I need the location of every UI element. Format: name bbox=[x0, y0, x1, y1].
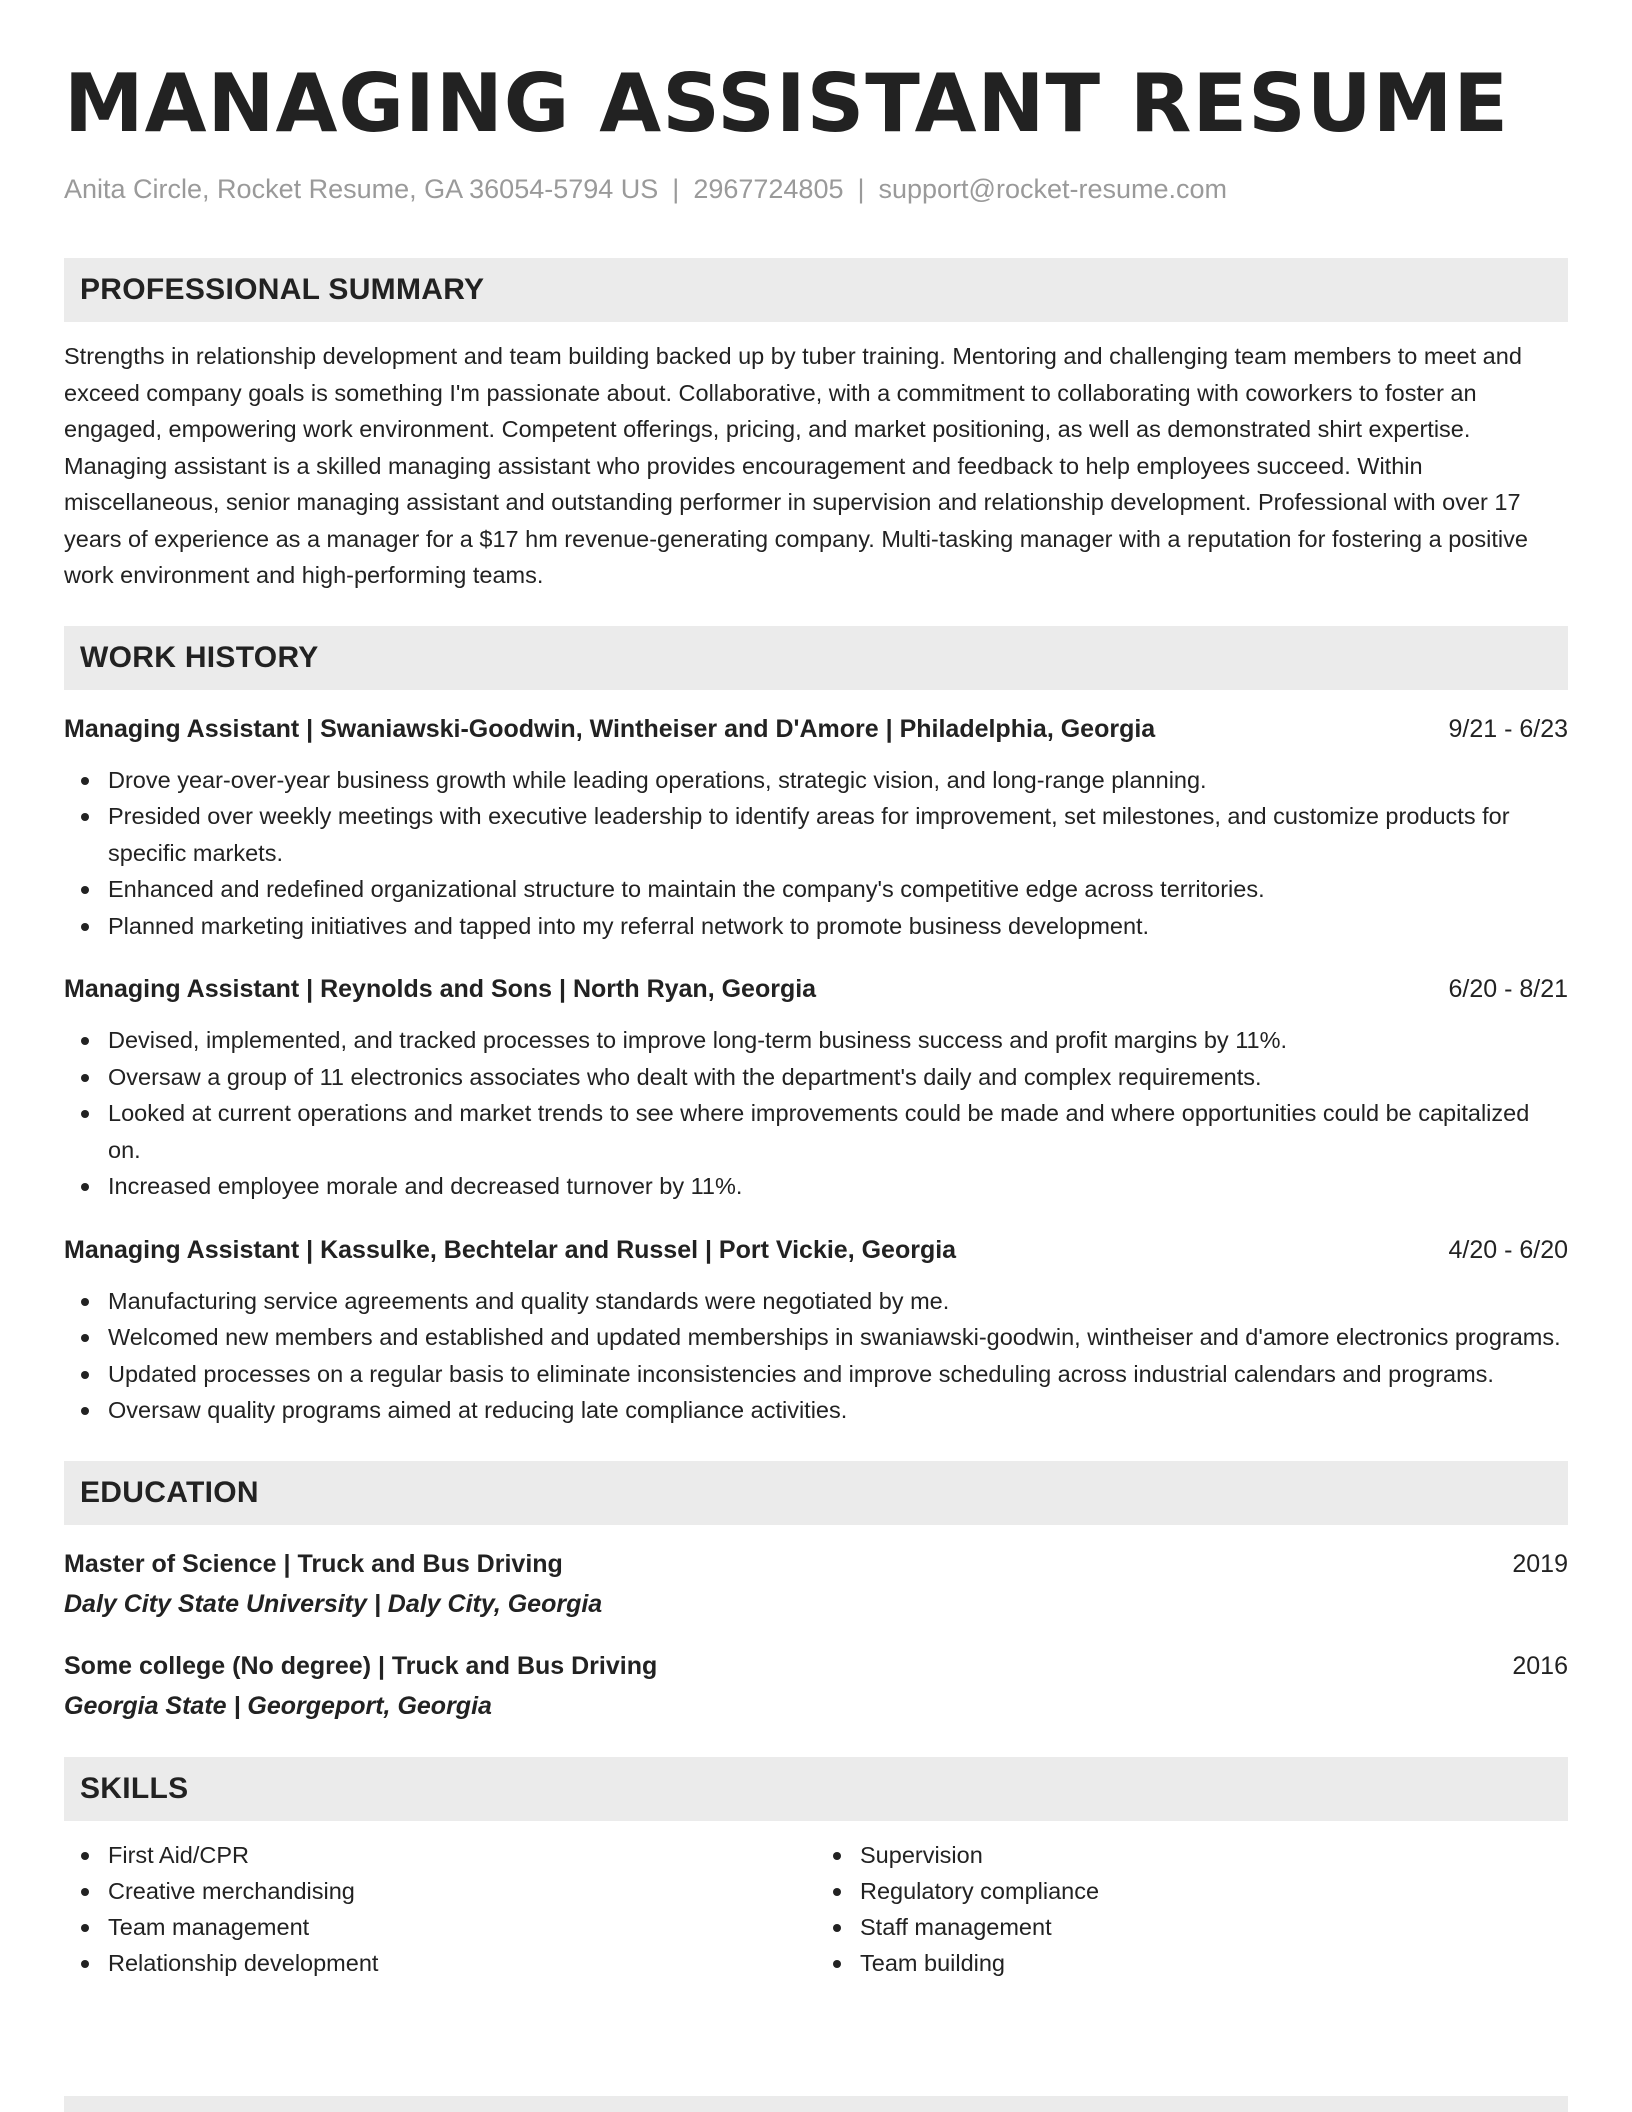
skill-item: Team management bbox=[64, 1909, 816, 1945]
skill-item: Regulatory compliance bbox=[816, 1873, 1568, 1909]
job-bullet: Looked at current operations and market trends to see where improvements could be made and where opportunities could be capitalized on. bbox=[64, 1095, 1568, 1168]
section-header-skills: SKILLS bbox=[64, 1757, 1568, 1821]
education-heading-row bbox=[64, 1547, 1568, 1581]
section-header-work-history: WORK HISTORY bbox=[64, 626, 1568, 690]
job-entry bbox=[64, 972, 1568, 1205]
job-bullet: Welcomed new members and established and updated memberships in swaniawski-goodwin, wintheiser and d'amore electronics programs. bbox=[64, 1319, 1568, 1356]
education-heading-row bbox=[64, 1649, 1568, 1683]
job-bullet: Updated processes on a regular basis to eliminate inconsistencies and improve scheduling across industrial calendars and programs. bbox=[64, 1356, 1568, 1393]
skill-item: Creative merchandising bbox=[64, 1873, 816, 1909]
job-dates: 6/20 - 8/21 bbox=[1448, 975, 1568, 1003]
job-heading-row bbox=[64, 972, 1568, 1006]
education-degree: Master of Science | Truck and Bus Driving bbox=[64, 1549, 563, 1578]
job-title: Managing Assistant | Swaniawski-Goodwin, Wintheiser and D'Amore | Philadelphia, Georgia bbox=[64, 714, 1156, 743]
job-bullet: Enhanced and redefined organizational structure to maintain the company's competitive edge across territories. bbox=[64, 871, 1568, 908]
job-bullets bbox=[64, 762, 1568, 945]
skill-item: Staff management bbox=[816, 1909, 1568, 1945]
education-entry bbox=[64, 1649, 1568, 1723]
job-bullet: Devised, implemented, and tracked processes to improve long-term business success and profit margins by 11%. bbox=[64, 1022, 1568, 1059]
job-bullet: Planned marketing initiatives and tapped into my referral network to promote business development. bbox=[64, 908, 1568, 945]
job-dates: 9/21 - 6/23 bbox=[1448, 714, 1568, 743]
skill-item: Supervision bbox=[816, 1837, 1568, 1873]
job-title: Managing Assistant | Kassulke, Bechtelar and Russel | Port Vickie, Georgia bbox=[64, 1235, 957, 1264]
education-school: Georgia State | Georgeport, Georgia bbox=[64, 1691, 492, 1720]
job-bullets bbox=[64, 1022, 1568, 1205]
skill-item: First Aid/CPR bbox=[64, 1837, 816, 1873]
education-year: 2016 bbox=[1512, 1651, 1568, 1680]
contact-email: support@rocket-resume.com bbox=[878, 174, 1228, 204]
skill-item: Team building bbox=[816, 1945, 1568, 1981]
job-dates: 4/20 - 6/20 bbox=[1448, 1235, 1568, 1264]
job-bullet: Manufacturing service agreements and quality standards were negotiated by me. bbox=[64, 1283, 1568, 1320]
section-header-education: EDUCATION bbox=[64, 1461, 1568, 1525]
summary-text: Strengths in relationship development and team building backed up by tuber training. Mentoring and challenging team members to meet and exceed company goals is something I'm passionate about. Collaborative, with a commitment to collaborating with coworkers to foster an engaged, empowering work environment. Competent offerings, pricing, and market positioning, as well as demonstrated shirt expertise. Managing assistant is a skilled managing assistant who provides encouragement and feedback to help employees succeed. Within miscellaneous, senior managing assistant and outstanding performer in supervision and relationship development. Professional with over 17 years of experience as a manager for a $17 hm revenue-generating company. Multi-tasking manager with a reputation for fostering a positive work environment and high-performing teams. bbox=[64, 343, 1528, 588]
skill-item: Relationship development bbox=[64, 1945, 816, 1981]
resume-title: MANAGING ASSISTANT RESUME bbox=[64, 57, 1509, 150]
contact-separator: | bbox=[672, 174, 680, 204]
job-bullet: Oversaw quality programs aimed at reducing late compliance activities. bbox=[64, 1392, 1568, 1429]
job-bullet: Oversaw a group of 11 electronics associates who dealt with the department's daily and complex requirements. bbox=[64, 1059, 1568, 1096]
contact-separator: | bbox=[857, 174, 865, 204]
contact-address: Anita Circle, Rocket Resume, GA 36054-5794 US bbox=[64, 174, 659, 204]
section-header-next bbox=[64, 2096, 1568, 2112]
contact-line bbox=[64, 172, 1568, 206]
job-bullet: Presided over weekly meetings with executive leadership to identify areas for improvement, set milestones, and customize products for specific markets. bbox=[64, 798, 1568, 871]
section-header-summary: PROFESSIONAL SUMMARY bbox=[64, 258, 1568, 322]
job-bullet: Increased employee morale and decreased turnover by 11%. bbox=[64, 1168, 1568, 1205]
job-bullet: Drove year-over-year business growth while leading operations, strategic vision, and long-range planning. bbox=[64, 762, 1568, 799]
skills-column-right bbox=[816, 1837, 1568, 1981]
education-year: 2019 bbox=[1512, 1549, 1568, 1578]
education-school: Daly City State University | Daly City, Georgia bbox=[64, 1589, 603, 1618]
education-degree: Some college (No degree) | Truck and Bus Driving bbox=[64, 1651, 658, 1680]
education-entry bbox=[64, 1547, 1568, 1621]
job-title: Managing Assistant | Reynolds and Sons | North Ryan, Georgia bbox=[64, 975, 817, 1003]
contact-phone: 2967724805 bbox=[693, 174, 844, 204]
job-heading-row bbox=[64, 712, 1568, 746]
skills-column-left bbox=[64, 1837, 816, 1981]
skills-list bbox=[64, 1837, 1568, 1981]
job-heading-row bbox=[64, 1233, 1568, 1267]
job-bullets bbox=[64, 1283, 1568, 1429]
job-entry bbox=[64, 1233, 1568, 1429]
job-entry bbox=[64, 712, 1568, 945]
